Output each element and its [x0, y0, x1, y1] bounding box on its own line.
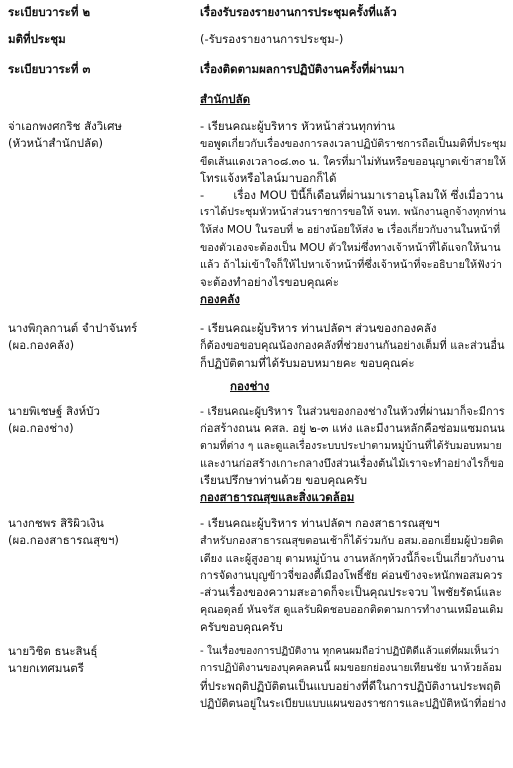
agenda-3-title: เรื่องติดตามผลการปฏิบัติงานครั้งที่ผ่านมา: [200, 62, 405, 76]
speaker-block: [8, 320, 194, 355]
speaker-name: นางกชพร สิริผิวเงิน: [8, 516, 104, 530]
statement-line: - เรียนคณะผู้บริหาร ในส่วนของกองช่างในห้วงที่ผ่านมาก็จะมีการ: [200, 405, 505, 418]
section-heading: กองช่าง: [230, 379, 270, 393]
statement-block: [200, 403, 506, 507]
statement-line: ก่อสร้างถนน คสล. อยู่ ๒-๓ แห่ง และมีงานหลักคือซ่อมแซมถนน: [200, 422, 505, 436]
statement-line: ที่ประพฤติปฏิบัติตนเป็นแบบอย่างที่ดีในการปฏิบัติงานประพฤติ: [200, 678, 501, 693]
agenda-2-label: ระเบียบวาระที่ ๒: [8, 5, 91, 19]
statement-line: ตามที่ต่าง ๆ และดูแลเรื่องระบบประปาตามหมู่บ้านที่ได้รับมอบหมาย: [200, 439, 502, 452]
speaker-name: นายวิชิต ธนะสินธุ์: [8, 644, 98, 658]
statement-line: การปฏิบัติงานของบุคคลคนนี้ ผมขอยกย่องนายเทียนชัย นาห้วยล้อม: [200, 662, 502, 675]
statement-line: - เรียนคณะผู้บริหาร ท่านปลัดฯ กองสาธารณสุขฯ: [200, 516, 440, 530]
resolution-text: (-รับรองรายงานการประชุม-): [200, 32, 344, 46]
statement-line: - เรียนคณะผู้บริหาร ท่านปลัดฯ ส่วนของกองคลัง: [200, 321, 437, 335]
statement-line: - เรียนคณะผู้บริหาร หัวหน้าส่วนทุกท่าน: [200, 119, 395, 133]
statement-line: - ในเรื่องของการปฏิบัติงาน ทุกคนผมถือว่าปฏิบัติดีแล้วแต่ที่ผมเห็นว่า: [200, 645, 500, 657]
speaker-block: [8, 515, 194, 550]
statement-line: เรียนปรึกษาท่านด้วย ขอบคุณครับ: [200, 473, 368, 488]
resolution-label-block: [8, 31, 194, 48]
agenda-2-title-block: [200, 4, 506, 21]
resolution-label: มติที่ประชุม: [8, 32, 66, 46]
statement-line: ของตัวเองจะต้องเป็น MOU ตัวใหม่ซึ่งทางเจ้าหน้าที่ได้แจกให้นาน: [200, 241, 501, 255]
section-heading: กองสาธารณสุขและสิ่งแวดล้อม: [200, 490, 355, 505]
speaker-block: [8, 118, 194, 153]
statement-block: [200, 118, 506, 308]
speaker-name: นางพิกุลกานต์ จำปาจันทร์: [8, 321, 138, 335]
agenda-3-label: ระเบียบวาระที่ ๓: [8, 62, 91, 76]
section-heading: กองคลัง: [200, 291, 240, 306]
statement-line: ก็ปฏิบัติตามที่ได้รับมอบหมายคะ ขอบคุณค่ะ: [200, 355, 415, 370]
statement-line: แล้ว ถ้าไม่เข้าใจก็ให้ไปหาเจ้าหน้าที่ซึ่งเจ้าหน้าที่จะอธิบายให้ฟังว่า: [200, 258, 503, 272]
speaker-block: [8, 643, 194, 678]
resolution-text-block: [200, 31, 506, 48]
statement-line: ขอพูดเกี่ยวกับเรื่องของการลงเวลาปฏิบัติราชการถือเป็นมติที่ประชุม: [200, 137, 506, 151]
statement-line: - เรื่อง MOU ปีนี้ก็เดือนที่ผ่านมาเราอนุโลมให้ ซึ่งเมื่อวาน: [200, 188, 504, 203]
statement-line: โทรแจ้งหรือไลน์มาบอกก็ได้: [200, 170, 337, 185]
statement-block: [200, 515, 506, 636]
speaker-role: (ผอ.กองช่าง): [8, 421, 74, 436]
statement-line: ปฏิบัติตนอยู่ในระเบียบแบบแผนของราชการและปฏิบัติหน้าที่อย่าง: [200, 696, 506, 710]
statement-line: ครับขอบคุณครับ: [200, 619, 283, 634]
statement-line: และงานก่อสร้างเกาะกลางบึงส่วนเรื่องต้นไม้เราจะทำอย่างไรก็ขอ: [200, 456, 505, 470]
statement-block: [200, 320, 506, 372]
section-heading-block: [230, 378, 506, 395]
speaker-role: (หัวหน้าสำนักปลัด): [8, 136, 104, 151]
section-heading-block: [200, 91, 506, 108]
statement-block: [200, 643, 506, 712]
agenda-2-label-block: [8, 4, 194, 21]
speaker-role: (ผอ.กองสาธารณสุขฯ): [8, 533, 119, 548]
speaker-role: นายกเทศมนตรี: [8, 661, 84, 676]
section-heading: สำนักปลัด: [200, 92, 251, 106]
statement-line: ขีดเส้นแดงเวลา๐๘.๓๐ น. ใครที่มาไม่ทันหรือขออนุญาตเข้าสายให้: [200, 154, 506, 168]
speaker-role: (ผอ.กองคลัง): [8, 338, 75, 353]
statement-line: -ส่วนเรื่องของความสะอาดก็จะเป็นคุณประจวบ ไพชัยรัตน์และ: [200, 585, 502, 600]
statement-line: เตียง และผู้สูงอายุ ตามหมู่บ้าน งานหลักๆห้วงนี้ก็จะเป็นเกี่ยวกับงาน: [200, 551, 505, 565]
statement-line: จะต้องทำอย่างไรขอบคุณค่ะ: [200, 274, 339, 289]
agenda-2-title: เรื่องรับรองรายงานการประชุมครั้งที่แล้ว: [200, 5, 397, 19]
speaker-name: จ่าเอกพงศกริช สังวิเศษ: [8, 119, 122, 133]
speaker-name: นายพิเชษฐ์ สิงห์บัว: [8, 404, 100, 418]
agenda-3-label-block: [8, 61, 194, 78]
statement-line: ก็ต้องขอขอบคุณน้องกองคลังที่ช่วยงานกันอย่างเต็มที่ และส่วนอื่น: [200, 339, 505, 353]
speaker-block: [8, 403, 194, 438]
statement-line: คุณอดุลย์ หันจรัส ดูแลรับผิดชอบออกติดตามการทำงานเหมือนเดิม: [200, 603, 504, 617]
statement-line: เราได้ประชุมหัวหน้าส่วนราชการขอให้ จนท. พนักงานลูกจ้างทุกท่าน: [200, 206, 506, 219]
statement-line: ให้ส่ง MOU ในรอบที่ ๒ อย่างน้อยให้ส่ง ๒ เรื่องเกี่ยวกับงานในหน้าที่: [200, 223, 501, 236]
statement-line: การจัดงานบุญข้าวจี่ของตี้เมืองโพธิ์ชัย ค่อนข้างจะหนักพอสมควร: [200, 568, 503, 582]
agenda-3-title-block: [200, 61, 506, 78]
statement-line: สำหรับกองสาธารณสุขตอนเช้าก็ได้ร่วมกับ อสม.ออกเยี่ยมผู้ป่วยติด: [200, 534, 504, 548]
